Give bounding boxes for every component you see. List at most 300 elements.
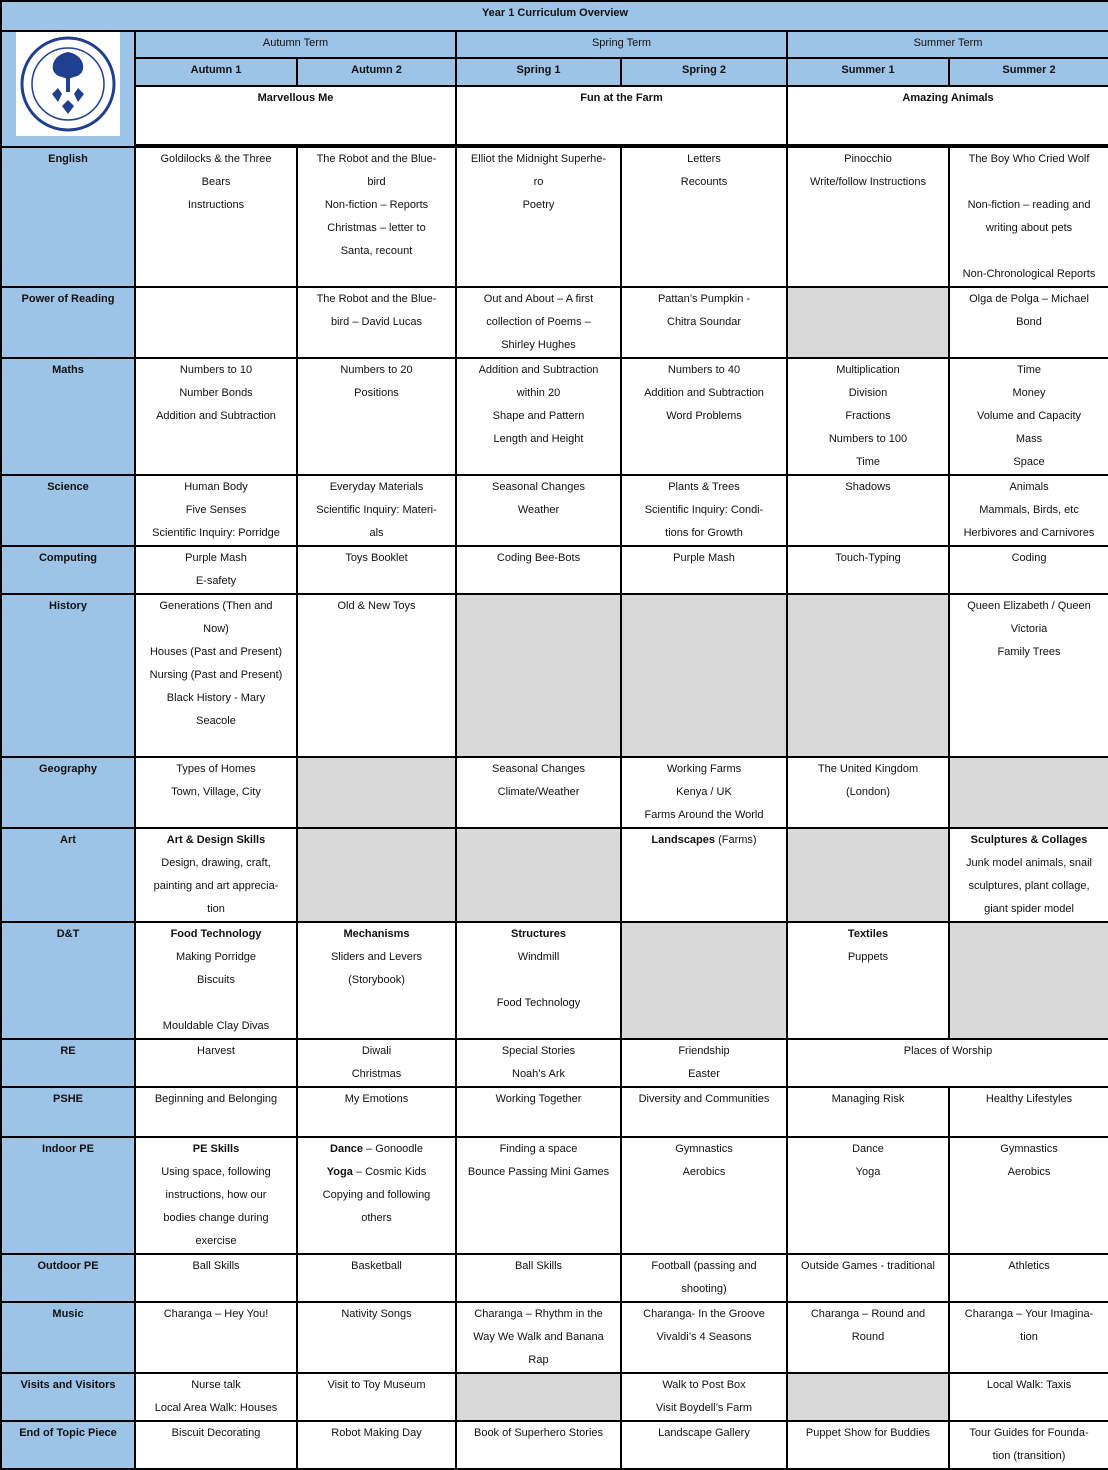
cell-line (950, 240, 1108, 263)
curriculum-cell (456, 1254, 621, 1302)
logo-cell (1, 31, 135, 147)
cell-line: Shadows (845, 481, 891, 493)
curriculum-cell (949, 287, 1108, 358)
cell-line: Santa, recount (340, 245, 413, 257)
curriculum-cell (621, 1373, 787, 1421)
empty-cell (456, 594, 621, 757)
curriculum-cell (297, 1137, 456, 1254)
curriculum-cell (949, 1373, 1108, 1421)
half-term-spring-2: Spring 2 (621, 58, 787, 86)
cell-line: Town, Village, City (171, 786, 261, 798)
cell-line: Yoga (855, 1166, 881, 1178)
cell-line: Black History - Mary (166, 692, 266, 704)
empty-cell (787, 1373, 949, 1421)
curriculum-cell (297, 1039, 456, 1087)
cell-line: collection of Poems – (486, 316, 591, 328)
cell-line: ro (533, 176, 544, 188)
curriculum-cell (949, 358, 1108, 475)
cell-heading: Sculptures & Collages (970, 834, 1088, 846)
curriculum-cell (621, 1137, 787, 1254)
curriculum-cell (297, 147, 456, 287)
curriculum-cell (135, 757, 297, 828)
cell-line: Old & New Toys (337, 600, 416, 612)
subject-row (1, 546, 1108, 594)
curriculum-cell (135, 358, 297, 475)
curriculum-cell (949, 828, 1108, 922)
curriculum-cell (456, 475, 621, 546)
subject-row (1, 358, 1108, 475)
cell-line: Seacole (196, 715, 236, 727)
cell-line: tion (transition) (992, 1450, 1066, 1462)
subject-label: End of Topic Piece (1, 1421, 135, 1469)
cell-line: Olga de Polga – Michael (969, 293, 1089, 305)
cell-line: Scientific Inquiry: Porridge (152, 527, 280, 539)
subject-row (1, 475, 1108, 546)
curriculum-cell (949, 594, 1108, 757)
cell-line: Plants & Trees (668, 481, 740, 493)
half-term-summer-2: Summer 2 (949, 58, 1108, 86)
subject-row (1, 287, 1108, 358)
curriculum-cell (787, 1039, 1108, 1087)
cell-line: Numbers to 100 (828, 433, 908, 445)
cell-line: others (361, 1212, 392, 1224)
cell-line: Harvest (197, 1045, 235, 1057)
cell-line: Instructions (187, 199, 245, 211)
curriculum-cell (135, 922, 297, 1039)
cell-line: tion (1020, 1331, 1038, 1343)
cell-line: Diversity and Communities (638, 1093, 770, 1105)
cell-line: sculptures, plant collage, (968, 880, 1090, 892)
curriculum-cell (621, 358, 787, 475)
cell-line: Queen Elizabeth / Queen (967, 600, 1091, 612)
cell-line: instructions, how our (165, 1189, 267, 1201)
empty-cell (297, 757, 456, 828)
curriculum-cell (135, 147, 297, 287)
cell-line (950, 171, 1108, 194)
cell-line: Puppets (847, 951, 889, 963)
cell-line: Out and About – A first (483, 293, 594, 305)
cell-line: Charanga- In the Groove (643, 1308, 765, 1320)
topic-spring: Fun at the Farm (456, 86, 787, 145)
cell-line: Making Porridge (175, 951, 257, 963)
curriculum-cell (787, 1421, 949, 1469)
subject-row (1, 922, 1108, 1039)
curriculum-cell (456, 358, 621, 475)
subject-label: Indoor PE (1, 1137, 135, 1254)
curriculum-cell (297, 1254, 456, 1302)
cell-line: Addition and Subtraction (478, 364, 599, 376)
curriculum-cell (456, 1421, 621, 1469)
half-term-autumn-2: Autumn 2 (297, 58, 456, 86)
cell-line: Numbers to 10 (179, 364, 253, 376)
cell-line: Types of Homes (176, 763, 256, 775)
curriculum-cell (135, 475, 297, 546)
subject-row (1, 1039, 1108, 1087)
curriculum-cell (297, 475, 456, 546)
cell-line: bird – David Lucas (330, 316, 423, 328)
term-summer: Summer Term (787, 31, 1108, 58)
cell-line: Seasonal Changes (492, 481, 585, 493)
subject-label: Power of Reading (1, 287, 135, 358)
cell-line: Scientific Inquiry: Condi- (644, 504, 764, 516)
curriculum-cell (949, 1087, 1108, 1137)
cell-line: Aerobics (682, 1166, 726, 1178)
cell-heading: Yoga – Cosmic Kids (326, 1166, 427, 1178)
cell-line: Rap (528, 1354, 549, 1366)
cell-heading: Food Technology (170, 928, 262, 940)
cell-line: Coding (1011, 552, 1047, 564)
cell-heading: Dance – Gonoodle (330, 1143, 423, 1155)
subject-row (1, 828, 1108, 922)
cell-line: Vivaldi’s 4 Seasons (656, 1331, 752, 1343)
curriculum-cell (787, 546, 949, 594)
cell-line: Weather (517, 504, 560, 516)
cell-line: tion (207, 903, 225, 915)
cell-line: Landscape Gallery (658, 1427, 750, 1439)
cell-line: Houses (Past and Present) (149, 646, 283, 658)
curriculum-cell (621, 287, 787, 358)
term-spring: Spring Term (456, 31, 787, 58)
curriculum-cell (297, 358, 456, 475)
cell-line: Goldilocks & the Three (160, 153, 272, 165)
cell-line: giant spider model (984, 903, 1074, 915)
curriculum-cell (949, 475, 1108, 546)
curriculum-cell (787, 1137, 949, 1254)
curriculum-cell (621, 828, 787, 922)
subject-row (1, 1137, 1108, 1254)
cell-line (136, 992, 296, 1015)
cell-line: Christmas (351, 1068, 402, 1080)
cell-line: Fractions (845, 410, 891, 422)
cell-line: Kenya / UK (676, 786, 732, 798)
curriculum-cell (787, 475, 949, 546)
cell-line: Using space, following (161, 1166, 271, 1178)
cell-line: Gymnastics (1000, 1143, 1058, 1155)
cell-line: Five Senses (185, 504, 247, 516)
empty-cell (456, 1373, 621, 1421)
cell-line: Easter (688, 1068, 720, 1080)
cell-line: Shirley Hughes (501, 339, 576, 351)
curriculum-cell (456, 1087, 621, 1137)
curriculum-cell (135, 828, 297, 922)
cell-line: Gymnastics (675, 1143, 733, 1155)
curriculum-cell (135, 1421, 297, 1469)
subject-row (1, 1302, 1108, 1373)
cell-line: Working Farms (666, 763, 742, 775)
cell-line: Basketball (351, 1260, 402, 1272)
curriculum-cell (456, 922, 621, 1039)
curriculum-cell (621, 1039, 787, 1087)
cell-line: Pattan’s Pumpkin - (657, 293, 751, 305)
cell-line: Places of Worship (903, 1045, 993, 1057)
curriculum-cell (297, 546, 456, 594)
curriculum-cell (787, 1087, 949, 1137)
curriculum-cell (456, 546, 621, 594)
empty-cell (949, 757, 1108, 828)
cell-line: Visit to Toy Museum (327, 1379, 426, 1391)
cell-line: Charanga – Round and (810, 1308, 926, 1320)
cell-line: Herbivores and Carnivores (963, 527, 1095, 539)
cell-line: Mammals, Birds, etc (979, 504, 1079, 516)
cell-line: Poetry (522, 199, 555, 211)
curriculum-cell (621, 1087, 787, 1137)
cell-line: Everyday Materials (329, 481, 424, 493)
cell-line: Copying and following (322, 1189, 431, 1201)
curriculum-cell (297, 594, 456, 757)
curriculum-cell (456, 1137, 621, 1254)
cell-line: Ball Skills (192, 1260, 240, 1272)
cell-line: Nurse talk (191, 1379, 241, 1391)
curriculum-cell (297, 1373, 456, 1421)
cell-line: Scientific Inquiry: Materi- (316, 504, 437, 516)
cell-line: Charanga – Hey You! (163, 1308, 269, 1320)
cell-line: Shape and Pattern (492, 410, 585, 422)
subject-label: Art (1, 828, 135, 922)
cell-line: Sliders and Levers (330, 951, 423, 963)
cell-line: Purple Mash (673, 552, 735, 564)
subject-label: D&T (1, 922, 135, 1039)
cell-line: Money (1012, 387, 1046, 399)
subject-label: PSHE (1, 1087, 135, 1137)
cell-line: Chitra Soundar (667, 316, 741, 328)
cell-line: Way We Walk and Banana (473, 1331, 604, 1343)
curriculum-cell (297, 1421, 456, 1469)
topic-autumn: Marvellous Me (135, 86, 456, 145)
curriculum-cell (787, 1302, 949, 1373)
cell-line: painting and art apprecia- (153, 880, 279, 892)
curriculum-cell (456, 1302, 621, 1373)
curriculum-cell (621, 1254, 787, 1302)
cell-line: Family Trees (997, 646, 1061, 658)
cell-line: E-safety (195, 575, 237, 587)
cell-line: Outside Games - traditional (801, 1260, 935, 1272)
curriculum-cell (135, 1302, 297, 1373)
cell-line: Noah’s Ark (512, 1068, 565, 1080)
cell-line: Touch-Typing (835, 552, 901, 564)
cell-line: Junk model animals, snail (966, 857, 1092, 869)
cell-line: Round (851, 1331, 885, 1343)
curriculum-cell (949, 1254, 1108, 1302)
cell-line: Working Together (495, 1093, 582, 1105)
curriculum-cell (621, 1302, 787, 1373)
cell-line: Length and Height (493, 433, 584, 445)
curriculum-cell (949, 1137, 1108, 1254)
subject-row (1, 1254, 1108, 1302)
curriculum-cell (621, 757, 787, 828)
cell-line: Purple Mash (185, 552, 247, 564)
cell-line: Letters (687, 153, 721, 165)
subject-row (1, 1087, 1108, 1137)
cell-line: Biscuits (197, 974, 235, 986)
cell-line: Numbers to 40 (667, 364, 741, 376)
cell-line: Bond (1016, 316, 1042, 328)
cell-line: The Robot and the Blue- (316, 293, 437, 305)
cell-line: Biscuit Decorating (171, 1427, 261, 1439)
cell-line: Human Body (184, 481, 248, 493)
curriculum-cell (621, 546, 787, 594)
cell-line: Number Bonds (179, 387, 253, 399)
empty-cell (787, 287, 949, 358)
cell-line: Local Area Walk: Houses (154, 1402, 278, 1414)
cell-line: Puppet Show for Buddies (805, 1427, 931, 1439)
curriculum-cell (621, 475, 787, 546)
cell-line: Finding a space (499, 1143, 578, 1155)
curriculum-cell (456, 287, 621, 358)
cell-line: Tour Guides for Founda- (969, 1427, 1089, 1439)
empty-cell (787, 594, 949, 757)
curriculum-cell (135, 594, 297, 757)
cell-line: Elliot the Midnight Superhe- (470, 153, 607, 165)
cell-heading: Structures (510, 928, 567, 940)
cell-line: Non-fiction – reading and (967, 199, 1091, 211)
subject-label: Maths (1, 358, 135, 475)
subject-label: English (1, 147, 135, 287)
cell-line: Nursing (Past and Present) (149, 669, 283, 681)
cell-line: bird (367, 176, 386, 188)
cell-line: Addition and Subtraction (156, 410, 276, 422)
cell-line: Numbers to 20 (340, 364, 413, 376)
curriculum-cell (621, 147, 787, 287)
cell-line: Addition and Subtraction (644, 387, 764, 399)
subject-label: Geography (1, 757, 135, 828)
cell-line: The Boy Who Cried Wolf (968, 153, 1090, 165)
cell-line: Charanga – Rhythm in the (474, 1308, 603, 1320)
cell-line: Walk to Post Box (662, 1379, 746, 1391)
curriculum-cell (949, 147, 1108, 287)
cell-line: Time (1017, 364, 1042, 376)
curriculum-cell (949, 1421, 1108, 1469)
cell-line: als (369, 527, 384, 539)
subject-row (1, 594, 1108, 757)
cell-line: Toys Booklet (345, 552, 408, 564)
curriculum-cell (787, 1254, 949, 1302)
subject-label: Science (1, 475, 135, 546)
curriculum-cell (297, 287, 456, 358)
cell-line: Non-Chronological Reports (962, 268, 1096, 280)
cell-line: Space (1013, 456, 1045, 468)
cell-line: bodies change during (163, 1212, 269, 1224)
curriculum-cell (135, 1087, 297, 1137)
cell-line: Generations (Then and (159, 600, 273, 612)
cell-heading: Landscapes (Farms) (651, 834, 757, 846)
cell-line: Write/follow Instructions (810, 176, 926, 188)
empty-cell (621, 922, 787, 1039)
cell-line: (London) (845, 786, 891, 798)
cell-line: Food Technology (496, 997, 581, 1009)
cell-line: Non-fiction – Reports (324, 199, 429, 211)
curriculum-cell (456, 147, 621, 287)
curriculum-cell (787, 757, 949, 828)
cell-line: Coding Bee-Bots (496, 552, 581, 564)
subject-label: Visits and Visitors (1, 1373, 135, 1421)
half-term-summer-1: Summer 1 (787, 58, 949, 86)
cell-line: Charanga – Your Imagina- (964, 1308, 1094, 1320)
cell-line: tions for Growth (665, 527, 743, 539)
cell-line: Ball Skills (514, 1260, 563, 1272)
cell-line: Special Stories (501, 1045, 576, 1057)
cell-line: Aerobics (1007, 1166, 1051, 1178)
cell-line: Word Problems (666, 410, 742, 422)
subject-label: RE (1, 1039, 135, 1087)
curriculum-cell (456, 757, 621, 828)
cell-line: writing about pets (985, 222, 1073, 234)
cell-heading: Textiles (847, 928, 889, 940)
subject-row (1, 757, 1108, 828)
cell-line: Now) (203, 623, 229, 635)
cell-line: My Emotions (344, 1093, 409, 1105)
cell-line: Division (848, 387, 888, 399)
cell-heading: Art & Design Skills (166, 834, 266, 846)
cell-line: Seasonal Changes (492, 763, 585, 775)
curriculum-cell (456, 1039, 621, 1087)
cell-line: Dance (852, 1143, 884, 1155)
empty-cell (621, 594, 787, 757)
cell-line: Design, drawing, craft, (161, 857, 271, 869)
school-crest-icon (16, 32, 120, 136)
subject-row (1, 1373, 1108, 1421)
subject-label: Computing (1, 546, 135, 594)
cell-line: Beginning and Belonging (154, 1093, 278, 1105)
cell-line: shooting) (681, 1283, 727, 1295)
curriculum-cell (135, 1137, 297, 1254)
page-title: Year 1 Curriculum Overview (1, 1, 1108, 31)
cell-line: Healthy Lifestyles (985, 1093, 1073, 1105)
curriculum-cell (135, 1039, 297, 1087)
curriculum-cell (297, 922, 456, 1039)
cell-line (457, 969, 620, 992)
cell-line: (Storybook) (348, 974, 405, 986)
cell-line: Pinocchio (844, 153, 892, 165)
curriculum-cell (297, 1087, 456, 1137)
cell-line: Positions (354, 387, 399, 399)
empty-cell (456, 828, 621, 922)
subject-row (1, 147, 1108, 287)
cell-heading: PE Skills (192, 1143, 240, 1155)
cell-line: The United Kingdom (817, 763, 919, 775)
curriculum-cell (135, 1373, 297, 1421)
subject-label: Music (1, 1302, 135, 1373)
curriculum-cell (297, 1302, 456, 1373)
cell-line: Farms Around the World (644, 809, 764, 821)
curriculum-cell (787, 358, 949, 475)
cell-line: Time (855, 456, 881, 468)
curriculum-cell (135, 546, 297, 594)
cell-line: Christmas – letter to (327, 222, 426, 234)
cell-line: Visit Boydell’s Farm (655, 1402, 753, 1414)
half-term-spring-1: Spring 1 (456, 58, 621, 86)
cell-line: Managing Risk (831, 1093, 905, 1105)
cell-line: Windmill (517, 951, 560, 963)
cell-line: Book of Superhero Stories (473, 1427, 604, 1439)
cell-line: exercise (195, 1235, 237, 1247)
cell-line: Animals (1009, 481, 1049, 493)
cell-line: Robot Making Day (331, 1427, 422, 1439)
topic-summer: Amazing Animals (787, 86, 1108, 145)
cell-line: Diwali (361, 1045, 392, 1057)
cell-line: Bounce Passing Mini Games (467, 1166, 610, 1178)
cell-line: Volume and Capacity (977, 410, 1081, 422)
curriculum-cell (949, 546, 1108, 594)
curriculum-cell (949, 1302, 1108, 1373)
cell-line: Football (passing and (651, 1260, 757, 1272)
half-term-autumn-1: Autumn 1 (135, 58, 297, 86)
cell-line: Mass (1015, 433, 1043, 445)
cell-line: Nativity Songs (341, 1308, 412, 1320)
cell-line: Local Walk: Taxis (986, 1379, 1072, 1391)
cell-line: Mouldable Clay Divas (162, 1020, 270, 1032)
empty-cell (949, 922, 1108, 1039)
curriculum-cell (787, 147, 949, 287)
